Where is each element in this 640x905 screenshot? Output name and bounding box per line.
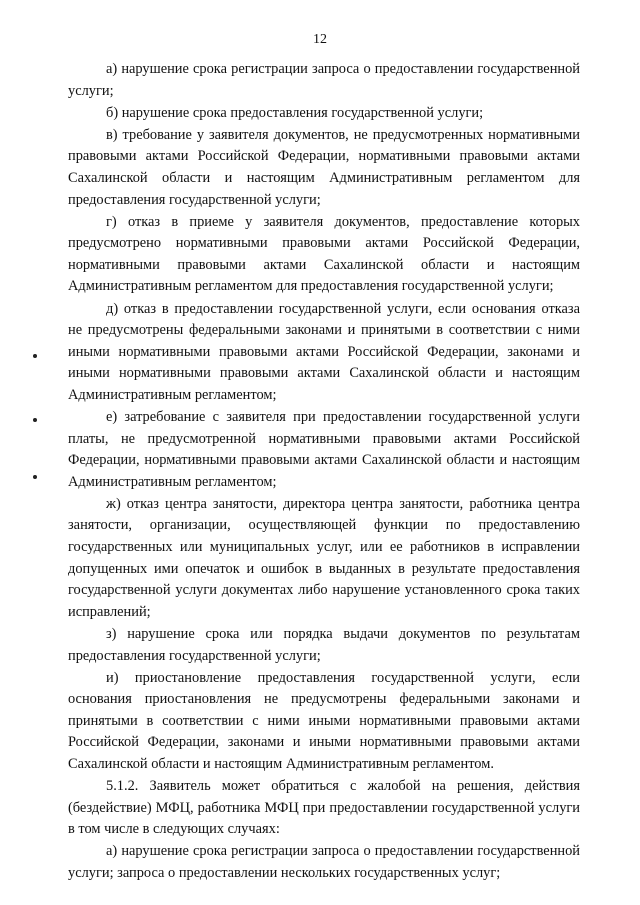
paragraph-b: б) нарушение срока предоставления государственной услуги;	[106, 104, 484, 121]
paragraph-d: д) отказ в предоставлении государственной услуги, если основания отказа не предусмотрены федеральными законами и принятыми в соответствии с ними иными нормативными правовыми актами Российской Федерации, законами и иными нормативными правовыми актами Сахалинской области и настоящим Административным регламентом;	[68, 300, 580, 403]
paragraph-5-1-2: 5.1.2. Заявитель может обратиться с жалобой на решения, действия (бездействие) МФЦ, работника МФЦ при предоставлении государственной услуги в том числе в следующих случаях:	[68, 778, 580, 838]
document-body	[68, 59, 580, 885]
page-number: 12	[313, 32, 327, 47]
margin-mark	[33, 354, 37, 358]
paragraph-e: е) затребование с заявителя при предоставлении государственной услуги платы, не предусмотренной нормативными правовыми актами Российской Федерации, нормативными правовыми актами Сахалинской области и настоящим Административным регламентом;	[68, 409, 580, 490]
paragraph-a: а) нарушение срока регистрации запроса о предоставлении государственной услуги;	[68, 61, 580, 99]
margin-mark	[33, 475, 37, 479]
paragraph-a-2: а) нарушение срока регистрации запроса о предоставлении государственной услуги; запроса о предоставлении нескольких государственных услуг;	[68, 843, 580, 881]
paragraph-g: г) отказ в приеме у заявителя документов, предоставление которых предусмотрено нормативными правовыми актами Российской Федерации, нормативными правовыми актами Сахалинской области и настоящим Административным регламентом для предоставления государственной услуги;	[68, 213, 580, 295]
paragraph-v: в) требование у заявителя документов, не предусмотренных нормативными правовыми актами Российской Федерации, нормативными правовыми актами Сахалинской области и настоящим Административным регламентом для предоставления государственной услуги;	[68, 126, 580, 208]
margin-mark	[33, 418, 37, 422]
paragraph-z: з) нарушение срока или порядка выдачи документов по результатам предоставления государственной услуги;	[68, 625, 580, 664]
paragraph-i: и) приостановление предоставления государственной услуги, если основания приостановления не предусмотрены федеральными законами и принятыми в соответствии с ними иными нормативными правовыми актами Российской Федерации, законами и иными нормативными правовыми актами Сахалинской области и настоящим Административным регламентом.	[68, 669, 580, 772]
paragraph-zh: ж) отказ центра занятости, директора центра занятости, работника центра занятости, организации, осуществляющей функции по предоставлению государственных или муниципальных услуг, или ее работников в исправлении допущенных ими опечаток и ошибок в выданных в результате предоставления государственной услуги документах либо нарушение установленного срока таких исправлений;	[68, 495, 580, 620]
